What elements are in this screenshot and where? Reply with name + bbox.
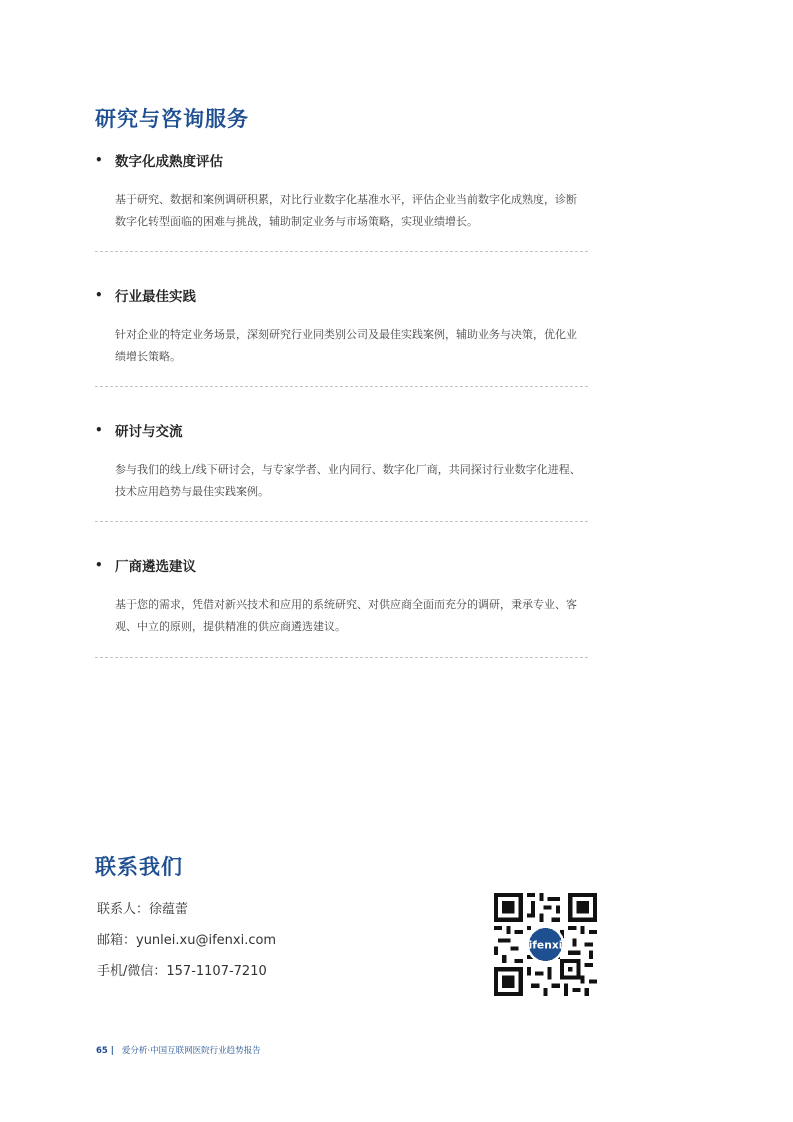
divider — [95, 521, 588, 522]
service-desc-line: 技术应用趋势与最佳实践案例。 — [115, 485, 269, 498]
service-desc-line: 基于您的需求，凭借对新兴技术和应用的系统研究、对供应商全面而充分的调研，秉承专业、客 — [115, 598, 577, 611]
service-title: 厂商遴选建议 — [115, 559, 196, 575]
contact-email[interactable]: 邮箱：yunlei.xu@ifenxi.com — [97, 933, 277, 948]
service-title: 数字化成熟度评估 — [115, 154, 223, 170]
bullet-icon: • — [95, 558, 103, 572]
service-desc-line: 参与我们的线上/线下研讨会，与专家学者、业内同行、数字化厂商，共同探讨行业数字化进程、 — [115, 463, 581, 476]
divider — [95, 657, 588, 658]
service-desc-line: 观、中立的原则，提供精准的供应商遴选建议。 — [115, 620, 346, 633]
bullet-icon: • — [95, 288, 103, 302]
service-desc-line: 绩增长策略。 — [115, 350, 181, 363]
service-item-seminar — [95, 420, 588, 503]
contact-title: 联系我们 — [95, 855, 183, 879]
service-item-maturity — [95, 150, 588, 233]
service-item-best-practice — [95, 285, 588, 368]
service-desc-line: 基于研究、数据和案例调研积累，对比行业数字化基准水平，评估企业当前数字化成熟度，诊断 — [115, 193, 577, 206]
contact-phone: 手机/微信：157-1107-7210 — [97, 964, 267, 979]
divider — [95, 386, 588, 387]
footer — [96, 1044, 261, 1056]
qr-code-icon — [494, 893, 597, 996]
contact-person: 联系人：徐蕴蕾 — [97, 902, 189, 917]
service-item-vendor-selection — [95, 555, 588, 638]
section-title: 研究与咨询服务 — [95, 107, 249, 131]
service-desc-line: 针对企业的特定业务场景，深刻研究行业同类别公司及最佳实践案例，辅助业务与决策，优化业 — [115, 328, 577, 341]
service-desc-line: 数字化转型面临的困难与挑战，辅助制定业务与市场策略，实现业绩增长。 — [115, 215, 478, 228]
page-number: 65 | — [96, 1046, 114, 1056]
divider — [95, 251, 588, 252]
footer-text: 爱分析·中国互联网医院行业趋势报告 — [121, 1046, 261, 1056]
bullet-icon: • — [95, 153, 103, 167]
service-title: 行业最佳实践 — [115, 289, 196, 305]
service-title: 研讨与交流 — [115, 424, 183, 440]
bullet-icon: • — [95, 423, 103, 437]
qr-center-label: ifenxi — [528, 938, 563, 952]
